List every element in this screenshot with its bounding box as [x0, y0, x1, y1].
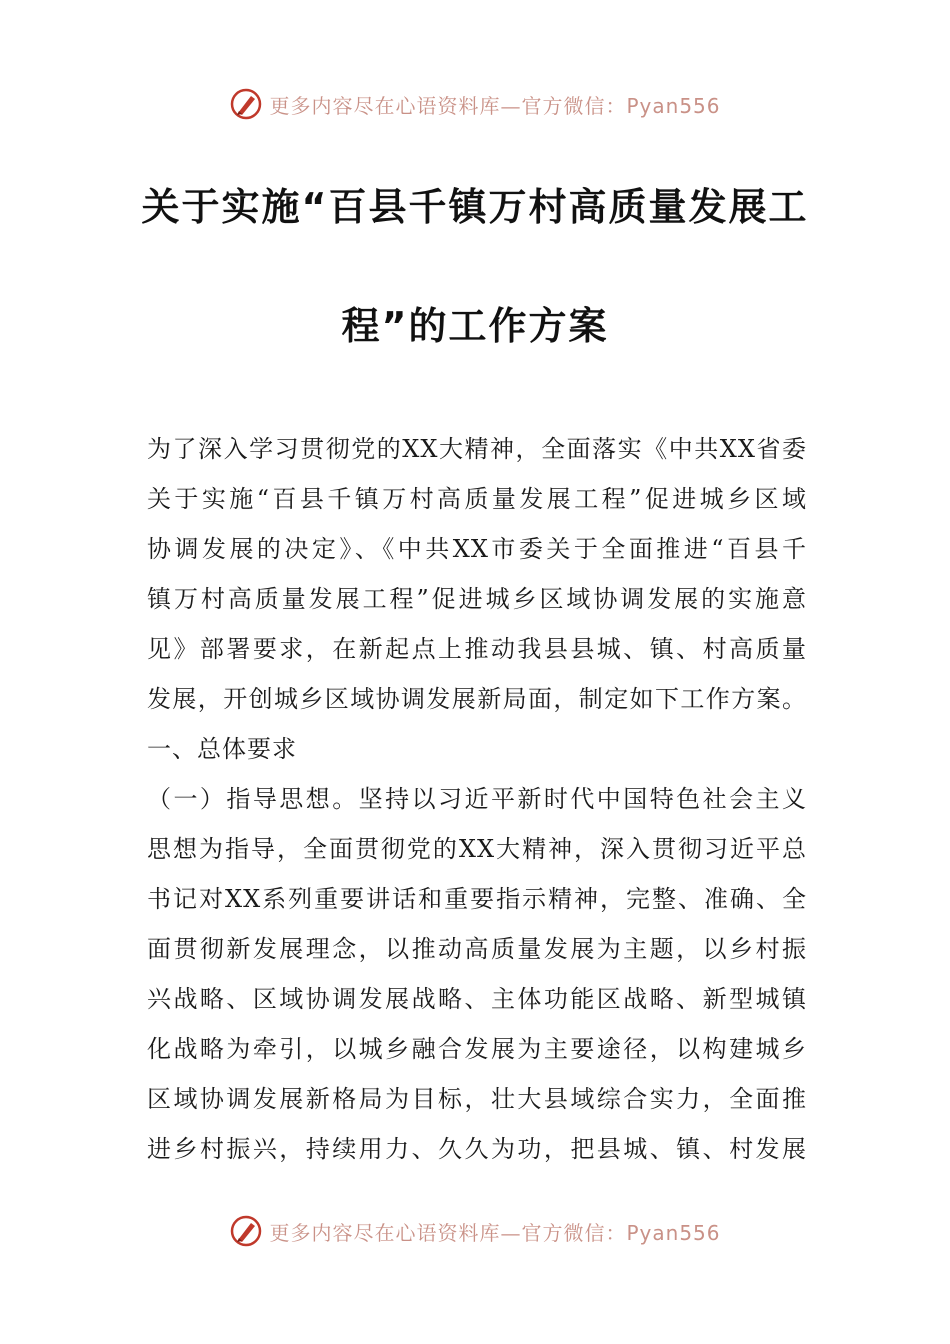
body-line: 区域协调发展新格局为目标，壮大县域综合实力，全面推: [147, 1085, 807, 1113]
body-line: 协调发展的决定》、《中共XX市委关于全面推进“百县千: [147, 535, 807, 563]
body-line: 思想为指导，全面贯彻党的XX大精神，深入贯彻习近平总: [147, 835, 807, 863]
body-line: 书记对XX系列重要讲话和重要指示精神，完整、准确、全: [147, 885, 807, 913]
body-line: 进乡村振兴，持续用力、久久为功，把县城、镇、村发展: [147, 1135, 807, 1163]
watermark-text: 更多内容尽在心语资料库—官方微信：Pyan556: [269, 93, 721, 118]
pen-logo-icon: [229, 1214, 263, 1248]
body-line: 为了深入学习贯彻党的XX大精神，全面落实《中共XX省委: [147, 435, 807, 463]
footer-watermark: [0, 1211, 950, 1251]
body-line: 面贯彻新发展理念，以推动高质量发展为主题，以乡村振: [147, 935, 807, 963]
wechat-id: Pyan556: [626, 1220, 721, 1245]
document-title-line-1: 关于实施“百县千镇万村高质量发展工: [141, 185, 809, 229]
body-line: 见》部署要求，在新起点上推动我县县城、镇、村高质量: [147, 635, 807, 663]
document-body: [147, 424, 807, 1174]
section-heading: 一、总体要求: [147, 735, 297, 763]
body-line: 兴战略、区域协调发展战略、主体功能区战略、新型城镇: [147, 985, 807, 1013]
header-watermark: [0, 84, 950, 124]
body-line: （一）指导思想。坚持以习近平新时代中国特色社会主义: [147, 785, 807, 813]
body-line: 发展，开创城乡区域协调发展新局面，制定如下工作方案。: [147, 685, 807, 713]
document-title-line-2: 程”的工作方案: [341, 304, 609, 348]
pen-logo-icon: [229, 87, 263, 121]
wechat-id: Pyan556: [626, 93, 721, 118]
body-line: 关于实施“百县千镇万村高质量发展工程”促进城乡区域: [147, 485, 807, 513]
watermark-text: 更多内容尽在心语资料库—官方微信：Pyan556: [269, 1220, 721, 1245]
body-line: 镇万村高质量发展工程”促进城乡区域协调发展的实施意: [147, 585, 807, 613]
body-line: 化战略为牵引，以城乡融合发展为主要途径，以构建城乡: [147, 1035, 807, 1063]
